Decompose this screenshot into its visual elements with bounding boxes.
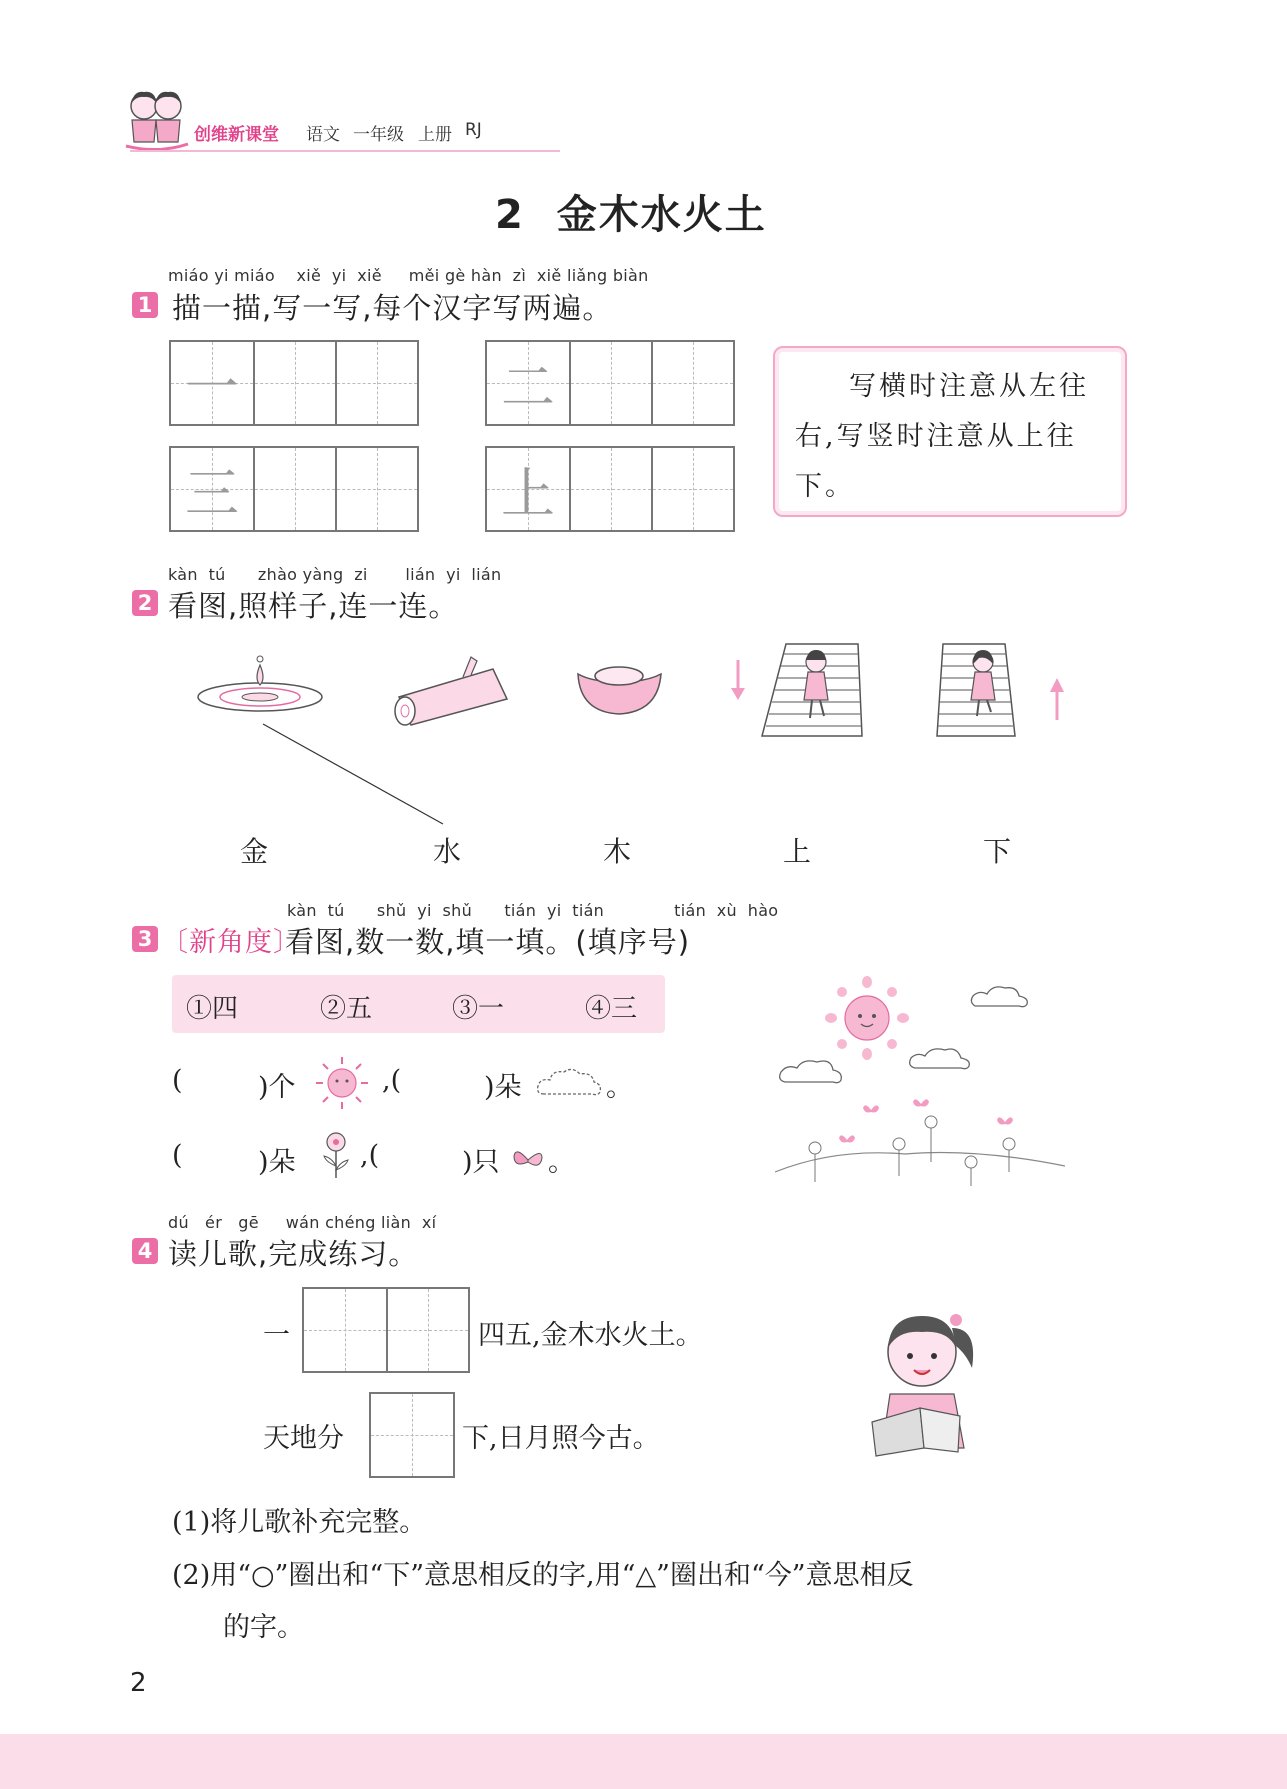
writing-grid-4[interactable] bbox=[485, 446, 735, 532]
header-kids-logo bbox=[122, 84, 194, 154]
q3-r2-paren-open: ( bbox=[172, 1140, 183, 1171]
grid-cell[interactable] bbox=[386, 1289, 468, 1371]
girl-reading-book-illustration bbox=[860, 1298, 990, 1458]
grid-cell[interactable] bbox=[487, 448, 569, 530]
butterfly-icon bbox=[510, 1144, 546, 1174]
header-subject: 语文 bbox=[306, 125, 340, 145]
header-volume: 上册 bbox=[418, 125, 452, 145]
girl-going-down-stairs-icon bbox=[728, 640, 868, 740]
water-drop-icon bbox=[190, 655, 330, 725]
q3-r1-unit-ge: )个 bbox=[258, 1072, 296, 1103]
grid-cell[interactable] bbox=[569, 342, 651, 424]
rhyme-line1-end: 四五,金木水火土。 bbox=[478, 1320, 703, 1351]
q3-option-2: ②五 bbox=[320, 994, 373, 1024]
q4-subquestion-1: (1)将儿歌补充完整。 bbox=[172, 1507, 427, 1538]
q3-tag: 〔新角度〕 bbox=[161, 927, 301, 958]
trace-char: 三 bbox=[185, 461, 239, 525]
word-mu[interactable]: 木 bbox=[603, 835, 632, 868]
q2-pinyin: kàn tú zhào yàng zi lián yi lián bbox=[168, 565, 502, 584]
q4-pinyin: dú ér gē wán chéng liàn xí bbox=[168, 1213, 437, 1232]
q2-instruction: 看图,照样子,连一连。 bbox=[168, 589, 459, 623]
footer-band bbox=[0, 1734, 1287, 1789]
rhyme-line1-start: 一 bbox=[263, 1320, 290, 1351]
q3-option-1: ①四 bbox=[186, 994, 239, 1024]
rhyme-blank-grid-1[interactable] bbox=[302, 1287, 470, 1373]
q3-r2-unit-zhi: )只 bbox=[462, 1147, 500, 1178]
brand-name: 创维新课堂 bbox=[194, 125, 279, 145]
q4-instruction: 读儿歌,完成练习。 bbox=[168, 1237, 419, 1271]
grid-cell[interactable] bbox=[335, 342, 417, 424]
grid-cell[interactable] bbox=[253, 448, 335, 530]
grid-cell[interactable] bbox=[651, 342, 733, 424]
word-xia[interactable]: 下 bbox=[983, 835, 1012, 868]
grid-cell[interactable] bbox=[651, 448, 733, 530]
word-shui[interactable]: 水 bbox=[433, 835, 462, 868]
q1-number-badge: 1 bbox=[132, 292, 158, 318]
sun-icon bbox=[310, 1055, 374, 1111]
writing-tip-text: 写横时注意从左往右,写竖时注意从上往下。 bbox=[795, 371, 1089, 502]
garden-scene-illustration bbox=[775, 972, 1065, 1192]
example-connecting-line bbox=[255, 720, 455, 830]
lesson-name: 金木水火土 bbox=[556, 192, 767, 238]
grid-cell[interactable] bbox=[253, 342, 335, 424]
q3-r1-answer-blank-2[interactable] bbox=[418, 1065, 484, 1101]
cloud-icon bbox=[534, 1064, 604, 1100]
q3-r2-answer-blank-2[interactable] bbox=[396, 1140, 462, 1176]
lesson-number: 2 bbox=[495, 192, 525, 238]
q4-number-badge: 4 bbox=[132, 1238, 158, 1264]
q3-r2-paren-open-2: ,( bbox=[360, 1140, 380, 1171]
q3-r1-paren-open: ( bbox=[172, 1065, 183, 1096]
writing-grid-1[interactable] bbox=[169, 340, 419, 426]
grid-cell[interactable] bbox=[171, 342, 253, 424]
grid-cell[interactable] bbox=[335, 448, 417, 530]
q1-instruction: 描一描,写一写,每个汉字写两遍。 bbox=[172, 291, 613, 325]
header-grade: 一年级 bbox=[353, 125, 404, 145]
q1-pinyin: miáo yi miáo xiě yi xiě měi gè hàn zì xiě liǎng biàn bbox=[168, 266, 649, 285]
q3-number-badge: 3 bbox=[132, 926, 158, 952]
q4-subquestion-2-line-b: 的字。 bbox=[223, 1612, 304, 1643]
q3-r1-paren-open-2: ,( bbox=[382, 1065, 402, 1096]
gold-ingot-icon bbox=[572, 660, 667, 720]
grid-cell[interactable] bbox=[487, 342, 569, 424]
page-number: 2 bbox=[130, 1668, 147, 1698]
word-jin[interactable]: 金 bbox=[240, 835, 269, 868]
wood-log-icon bbox=[385, 655, 515, 730]
q3-r2-unit-duo: )朵 bbox=[258, 1147, 296, 1178]
q3-option-3: ③一 bbox=[452, 994, 505, 1024]
flower-icon bbox=[318, 1130, 354, 1180]
header-edition: RJ bbox=[465, 120, 482, 140]
trace-char: 一 bbox=[185, 355, 239, 419]
grid-cell[interactable] bbox=[569, 448, 651, 530]
rhyme-line2-end: 下,日月照今古。 bbox=[462, 1423, 660, 1454]
writing-grid-3[interactable] bbox=[169, 446, 419, 532]
q2-number-badge: 2 bbox=[132, 590, 158, 616]
q3-option-4: ④三 bbox=[585, 994, 638, 1024]
writing-grid-2[interactable] bbox=[485, 340, 735, 426]
grid-cell[interactable] bbox=[171, 448, 253, 530]
girl-going-up-stairs-icon bbox=[935, 640, 1075, 740]
word-shang[interactable]: 上 bbox=[783, 835, 812, 868]
writing-tip-box bbox=[773, 346, 1127, 517]
q3-instruction: 看图,数一数,填一填。(填序号) bbox=[285, 925, 691, 959]
q3-r1-unit-duo: )朵 bbox=[484, 1072, 522, 1103]
q3-r2-answer-blank-1[interactable] bbox=[188, 1140, 258, 1176]
q3-pinyin: kàn tú shǔ yi shǔ tián yi tián tián xù hào bbox=[287, 901, 779, 920]
header-divider bbox=[130, 150, 560, 152]
trace-char: 二 bbox=[501, 355, 555, 419]
q3-r1-answer-blank-1[interactable] bbox=[188, 1065, 258, 1101]
trace-char: 上 bbox=[501, 461, 555, 525]
lesson-title bbox=[495, 183, 767, 240]
q3-r1-period: 。 bbox=[606, 1072, 633, 1103]
grid-cell[interactable] bbox=[304, 1289, 386, 1371]
rhyme-blank-grid-2[interactable] bbox=[369, 1392, 455, 1478]
rhyme-line2-start: 天地分 bbox=[263, 1423, 344, 1454]
grid-cell[interactable] bbox=[371, 1394, 453, 1476]
q3-r2-period: 。 bbox=[548, 1147, 575, 1178]
q4-subquestion-2-line-a: (2)用“○”圈出和“下”意思相反的字,用“△”圈出和“今”意思相反 bbox=[172, 1560, 914, 1591]
